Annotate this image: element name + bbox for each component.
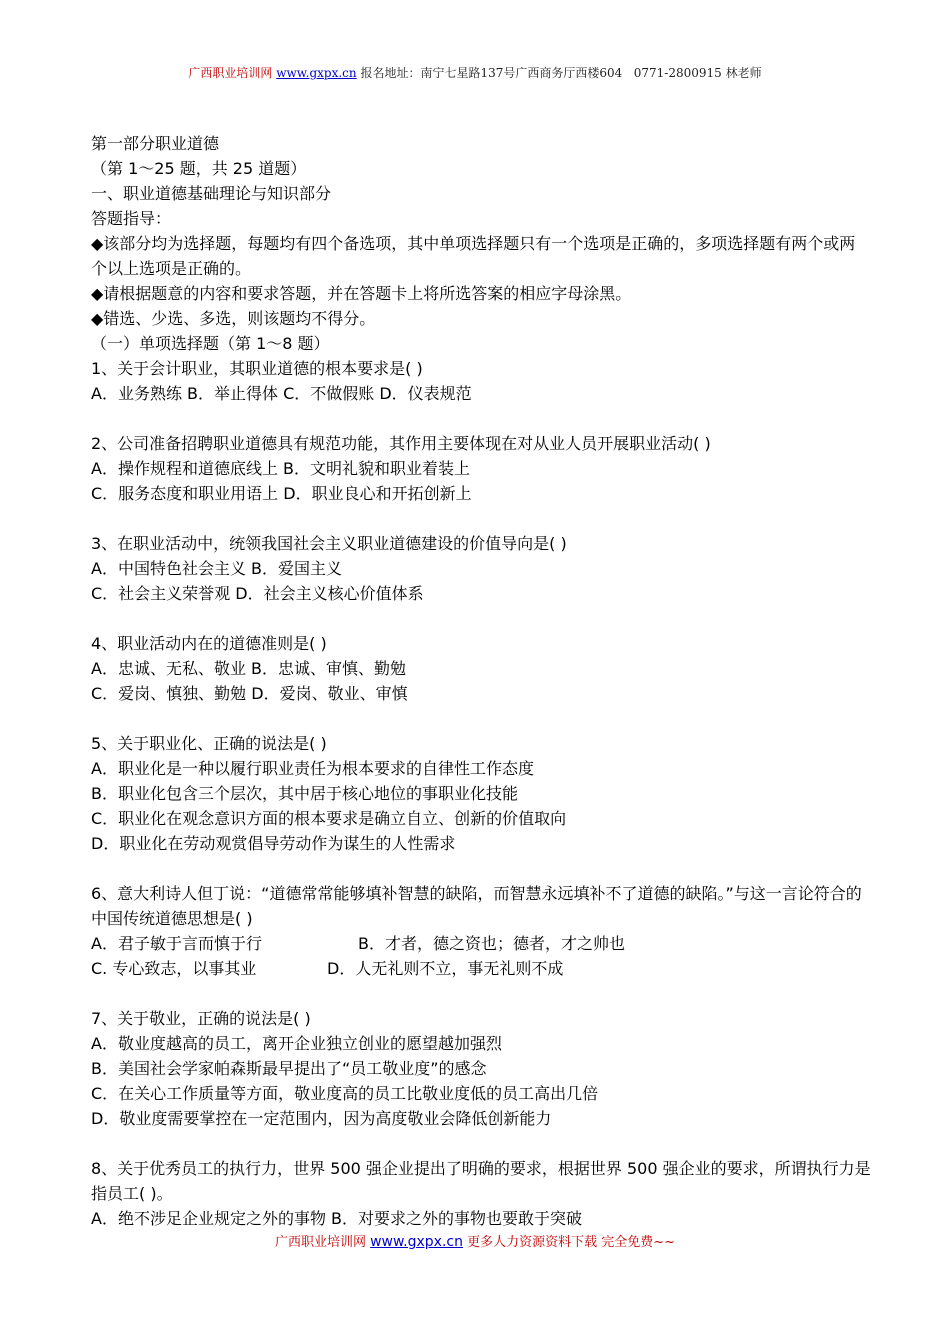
header-address: 报名地址：南宁七星路137号广西商务厅西楼604 [360,66,623,80]
header-org: 广西职业培训网 [188,66,273,80]
question-text: 8、关于优秀员工的执行力，世界 500 强企业提出了明确的要求，根据世界 500 强企业的要求，所谓执行力是指员工( )。 [91,1159,871,1203]
question-text: 5、关于职业化、正确的说法是( ) [91,734,327,753]
option-line: A．绝不涉足企业规定之外的事物 B．对要求之外的事物也要敢于突破 [91,1209,583,1228]
option-d: D．人无礼则不立，事无礼则不成 [327,959,564,978]
question-text: 1、关于会计职业，其职业道德的根本要求是( ) [91,359,423,378]
page-header [0,64,950,81]
section-title: 一、职业道德基础理论与知识部分 [91,184,332,203]
option-line: A．业务熟练 B．举止得体 C．不做假账 D．仪表规范 [91,384,472,403]
option-line: A．敬业度越高的员工，离开企业独立创业的愿望越加强烈 [91,1034,502,1053]
question-text: 4、职业活动内在的道德准则是( ) [91,634,327,653]
document-body [91,131,871,1231]
question-text: 6、意大利诗人但丁说：“道德常常能够填补智慧的缺陷，而智慧永远填补不了道德的缺陷。”与这一言论符合的中国传统道德思想是( ) [91,884,862,928]
header-phone: 0771-2800915 林老师 [633,66,762,80]
option-line: B．职业化包含三个层次，其中居于核心地位的事职业化技能 [91,784,518,803]
option-line: A．忠诚、无私、敬业 B．忠诚、审慎、勤勉 [91,659,407,678]
option-line: D．敬业度需要掌控在一定范围内，因为高度敬业会降低创新能力 [91,1109,552,1128]
option-line: A．操作规程和道德底线上 B．文明礼貌和职业着装上 [91,459,471,478]
option-line: A．中国特色社会主义 B．爱国主义 [91,559,343,578]
footer-tail: 更多人力资源资料下载 完全免费~~ [467,1235,676,1250]
option-line: C．爱岗、慎独、勤勉 D．爱岗、敬业、审慎 [91,684,408,703]
option-line: A．职业化是一种以履行职业责任为根本要求的自律性工作态度 [91,759,534,778]
part-range: （第 1～25 题，共 25 道题） [91,159,307,178]
footer-url-link[interactable]: www.gxpx.cn [370,1234,463,1250]
option-b: B．才者，德之资也；德者，才之帅也 [358,934,625,953]
guide-item: ◆错选、少选、多选，则该题均不得分。 [91,309,376,328]
question-text: 7、关于敬业，正确的说法是( ) [91,1009,311,1028]
guide-title: 答题指导： [91,209,172,228]
question-text: 3、在职业活动中，统领我国社会主义职业道德建设的价值导向是( ) [91,534,567,553]
option-c: C. 专心致志，以事其业 [91,959,257,978]
option-a: A．君子敏于言而慎于行 [91,934,262,953]
subsection-title: （一）单项选择题（第 1～8 题） [91,334,330,353]
guide-item: ◆该部分均为选择题，每题均有四个备选项，其中单项选择题只有一个选项是正确的，多项选择题有两个或两个以上选项是正确的。 [91,234,856,278]
footer-org: 广西职业培训网 [274,1235,366,1250]
part-title: 第一部分职业道德 [91,134,220,153]
header-url-link[interactable]: www.gxpx.cn [276,66,357,80]
question-text: 2、公司准备招聘职业道德具有规范功能，其作用主要体现在对从业人员开展职业活动( ) [91,434,711,453]
option-line [91,956,871,981]
option-line [91,931,871,956]
option-line: B．美国社会学家帕森斯最早提出了“员工敬业度”的感念 [91,1059,487,1078]
page-footer [0,1231,950,1250]
option-line: C．社会主义荣誉观 D．社会主义核心价值体系 [91,584,424,603]
option-line: C．服务态度和职业用语上 D．职业良心和开拓创新上 [91,484,472,503]
guide-item: ◆请根据题意的内容和要求答题，并在答题卡上将所选答案的相应字母涂黑。 [91,284,632,303]
option-line: D．职业化在劳动观赏倡导劳动作为谋生的人性需求 [91,834,456,853]
option-line: C．职业化在观念意识方面的根本要求是确立自立、创新的价值取向 [91,809,567,828]
option-line: C．在关心工作质量等方面，敬业度高的员工比敬业度低的员工高出几倍 [91,1084,599,1103]
